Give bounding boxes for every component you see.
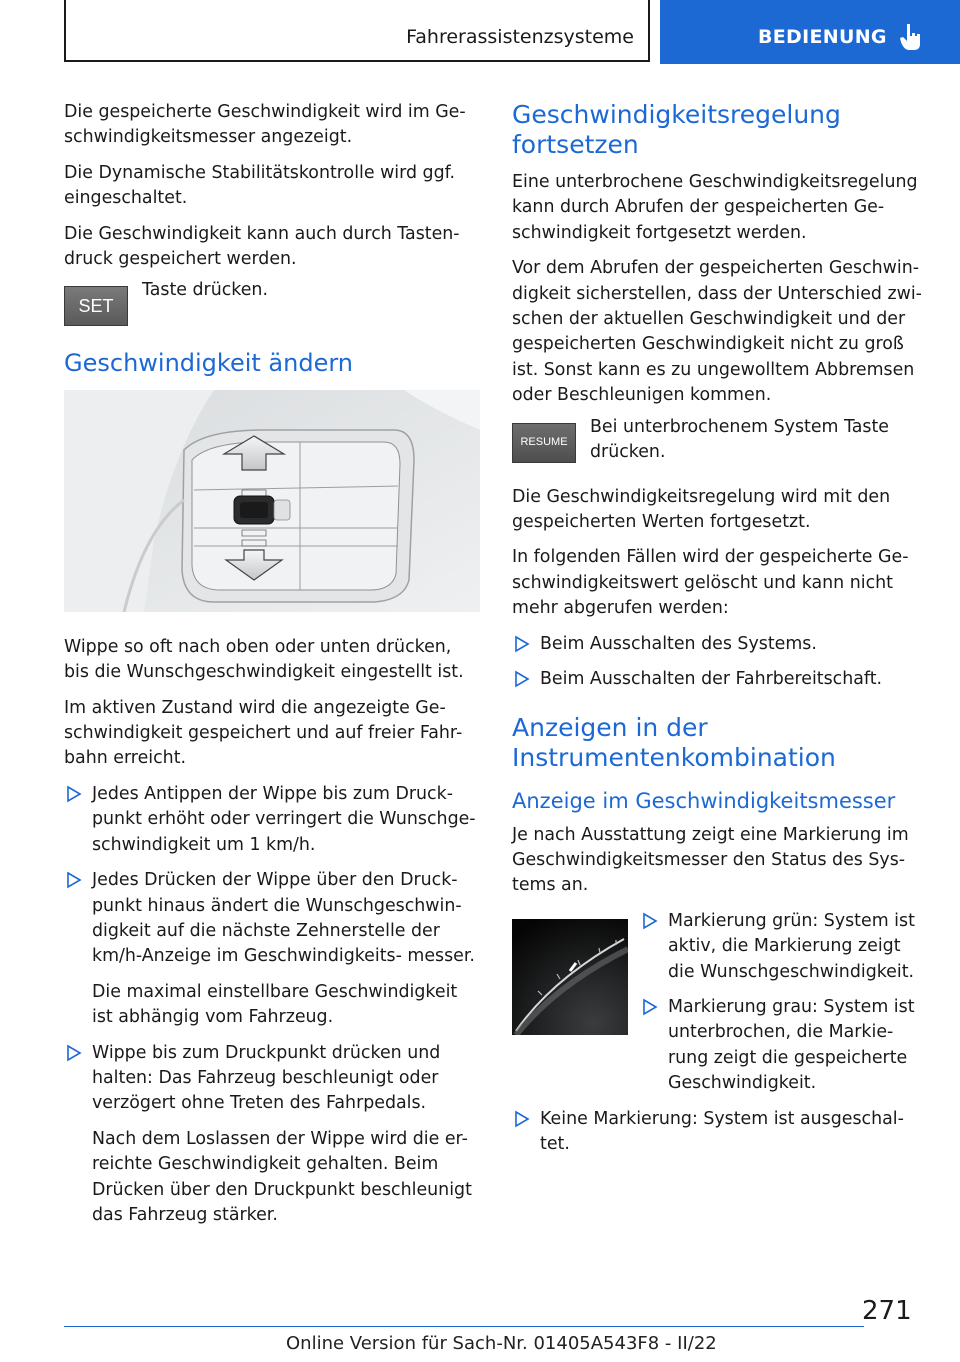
- triangle-bullet-icon: [66, 785, 82, 803]
- list-item-text: Wippe bis zum Druckpunkt drücken und halten: Das Fahrzeug beschleunigt oder verzögert ohne Treten des Fahrpedals.: [92, 1042, 441, 1114]
- triangle-bullet-icon: [514, 670, 530, 688]
- paragraph: In folgenden Fällen wird der gespeicherte Ge- schwindigkeitswert gelöscht und kann nicht mehr abgerufen werden:: [512, 547, 909, 619]
- subsection-heading: Anzeige im Geschwindigkeitsmesser: [512, 788, 896, 813]
- list-item-text: Jedes Antippen der Wippe bis zum Druck- punkt erhöht oder verringert die Wunschge- schwindigkeit um 1 km/h.: [92, 783, 476, 855]
- footer-text: Online Version für Sach-Nr. 01405A543F8 - II/22: [286, 1333, 717, 1354]
- list-item-subtext: Die maximal einstellbare Geschwindigkeit ist abhängig vom Fahrzeug.: [92, 981, 458, 1028]
- paragraph: Eine unterbrochene Geschwindigkeitsregelung kann durch Abrufen der gespeicherten Ge- schwindigkeit fortgesetzt werden.: [512, 172, 918, 243]
- paragraph: Die Geschwindigkeit kann auch durch Tasten- druck gespeichert werden.: [64, 223, 460, 270]
- paragraph: Wippe so oft nach oben oder unten drücken, bis die Wunschgeschwindigkeit eingestellt ist.: [64, 636, 464, 683]
- triangle-bullet-icon: [642, 912, 658, 930]
- section-heading: Geschwindigkeitsregelung fortsetzen: [512, 100, 841, 159]
- list-item: [640, 995, 928, 1097]
- list-item-text: Jedes Drücken der Wippe über den Druck- punkt hinaus ändert die Wunschgeschwin- digkeit auf die nächste Zehnerstelle der km/h-Anzeige im Geschwindigkeits- messer.: [92, 870, 475, 967]
- paragraph: Die Dynamische Stabilitätskontrolle wird ggf. eingeschaltet.: [64, 162, 456, 209]
- page-number: 271: [862, 1296, 912, 1326]
- footer-divider: [64, 1326, 864, 1327]
- header-section-title: Fahrerassistenzsysteme: [406, 26, 634, 48]
- paragraph: Im aktiven Zustand wird die angezeigte Ge- schwindigkeit gespeichert und auf freier Fahr- bahn erreicht.: [64, 697, 463, 769]
- section-heading: Geschwindigkeit ändern: [64, 349, 354, 378]
- paragraph: Vor dem Abrufen der gespeicherten Geschwin- digkeit sicherstellen, dass der Unterschied zwi- schen der aktuellen Geschwindigkeit und der gespeicherten Geschwindigkeit nicht zu groß ist. Sonst kann es zu ungewolltem Abbremsen oder Beschleunigen kommen.: [512, 258, 922, 406]
- list-item-text: Beim Ausschalten des Systems.: [540, 633, 817, 654]
- list-item: [512, 1107, 928, 1158]
- set-button-row: [64, 282, 480, 326]
- list-item: [512, 667, 928, 692]
- triangle-bullet-icon: [66, 871, 82, 889]
- section-heading: Anzeigen in der Instrumentenkombination: [512, 712, 836, 772]
- list-item: [64, 782, 480, 858]
- paragraph: Die Geschwindigkeitsregelung wird mit den gespeicherten Werten fortgesetzt.: [512, 486, 891, 533]
- list-item-text: Markierung grau: System ist unterbrochen, die Markie- rung zeigt die gespeicherte Geschwindigkeit.: [668, 996, 915, 1094]
- list-item-text: Keine Markierung: System ist ausgeschal- tet.: [540, 1108, 904, 1154]
- hand-pointer-icon: [898, 22, 924, 52]
- paragraph: Je nach Ausstattung zeigt eine Markierung im Geschwindigkeitsmesser den Status des Sys- tems an.: [512, 824, 909, 896]
- header-tab[interactable]: [660, 0, 960, 64]
- right-column: [512, 100, 928, 1167]
- triangle-bullet-icon: [642, 998, 658, 1016]
- list-item-text: Beim Ausschalten der Fahrbereitschaft.: [540, 669, 883, 690]
- list-item: [64, 868, 480, 1030]
- speedometer-marker-image: [512, 919, 628, 1035]
- resume-button-text: Bei unterbrochenem System Taste drücken.: [590, 416, 889, 463]
- header-tab-label: BEDIENUNG: [758, 26, 887, 48]
- resume-button-graphic: RESUME: [512, 423, 576, 463]
- set-button-graphic: SET: [64, 286, 128, 326]
- triangle-bullet-icon: [514, 1110, 530, 1128]
- left-column: [64, 100, 480, 1238]
- triangle-bullet-icon: [66, 1044, 82, 1062]
- list-item: [512, 632, 928, 657]
- list-item: [640, 909, 928, 985]
- steering-wheel-rocker-image: [64, 390, 480, 612]
- set-button-text: Taste drücken.: [142, 280, 268, 301]
- list-item-subtext: Nach dem Loslassen der Wippe wird die er- reichte Geschwindigkeit gehalten. Beim Drücken über den Druckpunkt beschleunigt das Fahrzeug stärker.: [92, 1128, 472, 1225]
- paragraph: Die gespeicherte Geschwindigkeit wird im Ge- schwindigkeitsmesser angezeigt.: [64, 102, 466, 148]
- header-section-box: [64, 0, 650, 62]
- triangle-bullet-icon: [514, 635, 530, 653]
- resume-button-row: [512, 416, 928, 469]
- list-item: [64, 1041, 480, 1229]
- gauge-section: [512, 909, 928, 1097]
- list-item-text: Markierung grün: System ist aktiv, die Markierung zeigt die Wunschgeschwindigkeit.: [668, 910, 915, 982]
